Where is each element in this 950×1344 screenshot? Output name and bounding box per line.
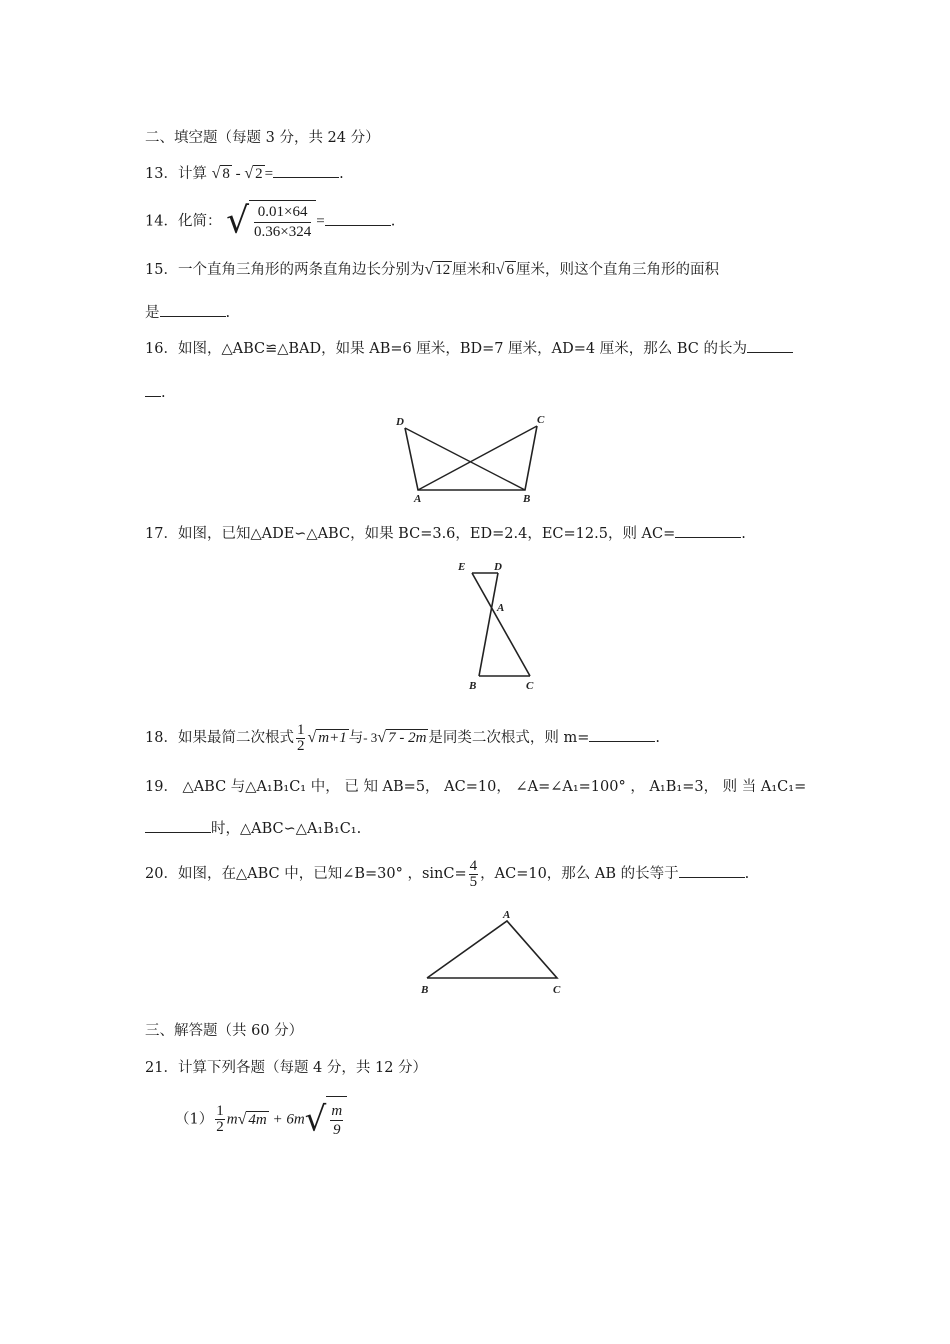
figure-17 [450,555,550,695]
figure-20 [415,908,575,998]
answer-blank [679,863,745,878]
answer-blank [145,818,211,833]
question-21-1: （1） $\frac{1}{2}$ m√ 4m + 6m√ $\frac{m}{9}$ [175,1096,347,1143]
fig16-label-c: C [537,414,545,426]
section-title-answers: 三、解答题（共 60 分） [145,1023,304,1039]
answer-blank [675,523,741,538]
question-19: 19． △ABC 与△A₁B₁C₁ 中， 已 知 AB=5， AC=10， ∠A=∠A₁=100° ， A₁B₁=3， 则 当 A₁C₁= [145,779,807,795]
fig20-label-b: B [421,984,429,996]
answer-blank [589,727,655,742]
fig17-label-a: A [497,602,505,614]
question-16-cont: . [145,382,166,403]
fig16-label-d: D [396,416,404,428]
fig17-label-d: D [494,561,502,573]
fig20-label-a: A [503,909,511,921]
question-19-cont: 时，△ABC∽△A₁B₁C₁. [145,818,361,839]
question-17: 17．如图，已知△ADE∽△ABC，如果 BC=3.6，ED=2.4，EC=12.5，则 AC= . [145,523,746,544]
question-21: 21．计算下列各题（每题 4 分，共 12 分） [145,1060,428,1076]
question-13: 13．计算 √ 8 - √ 2 = . [145,165,344,182]
section-title-fill-blank: 二、填空题（每题 3 分，共 24 分） [145,130,380,146]
figure-16 [390,408,560,503]
fig16-label-a: A [414,493,422,503]
fig17-label-c: C [526,680,534,692]
fig20-label-c: C [553,984,561,996]
question-15: 15．一个直角三角形的两条直角边长分别为√ 12 厘米和√ 6 厘米，则这个直角三角形的面积 [145,261,720,278]
question-14: 14．化简： √ $\frac{0.01\times 64}{0.36\times 324}$ = . [145,200,396,242]
answer-blank [273,163,339,178]
question-20: 20．如图，在△ABC 中，已知∠B=30° ，sinC= $\frac{4}{5}$ ，AC=10，那么 AB 的长等于 . [145,857,750,890]
answer-blank [145,382,161,397]
fig17-label-b: B [469,680,477,692]
fig17-label-e: E [458,561,466,573]
fig16-label-b: B [523,493,531,503]
question-18: 18．如果最简二次根式 $\frac{1}{2}$ √ m+1 与- 3√ 7 - 2m 是同类二次根式，则 m= . [145,721,661,754]
answer-blank [747,338,793,353]
question-16: 16．如图，△ABC≌△BAD，如果 AB=6 厘米，BD=7 厘米，AD=4 厘米，那么 BC 的长为 [145,338,793,359]
question-15-cont: 是 . [145,302,230,323]
answer-blank [325,211,391,226]
answer-blank [160,302,226,317]
